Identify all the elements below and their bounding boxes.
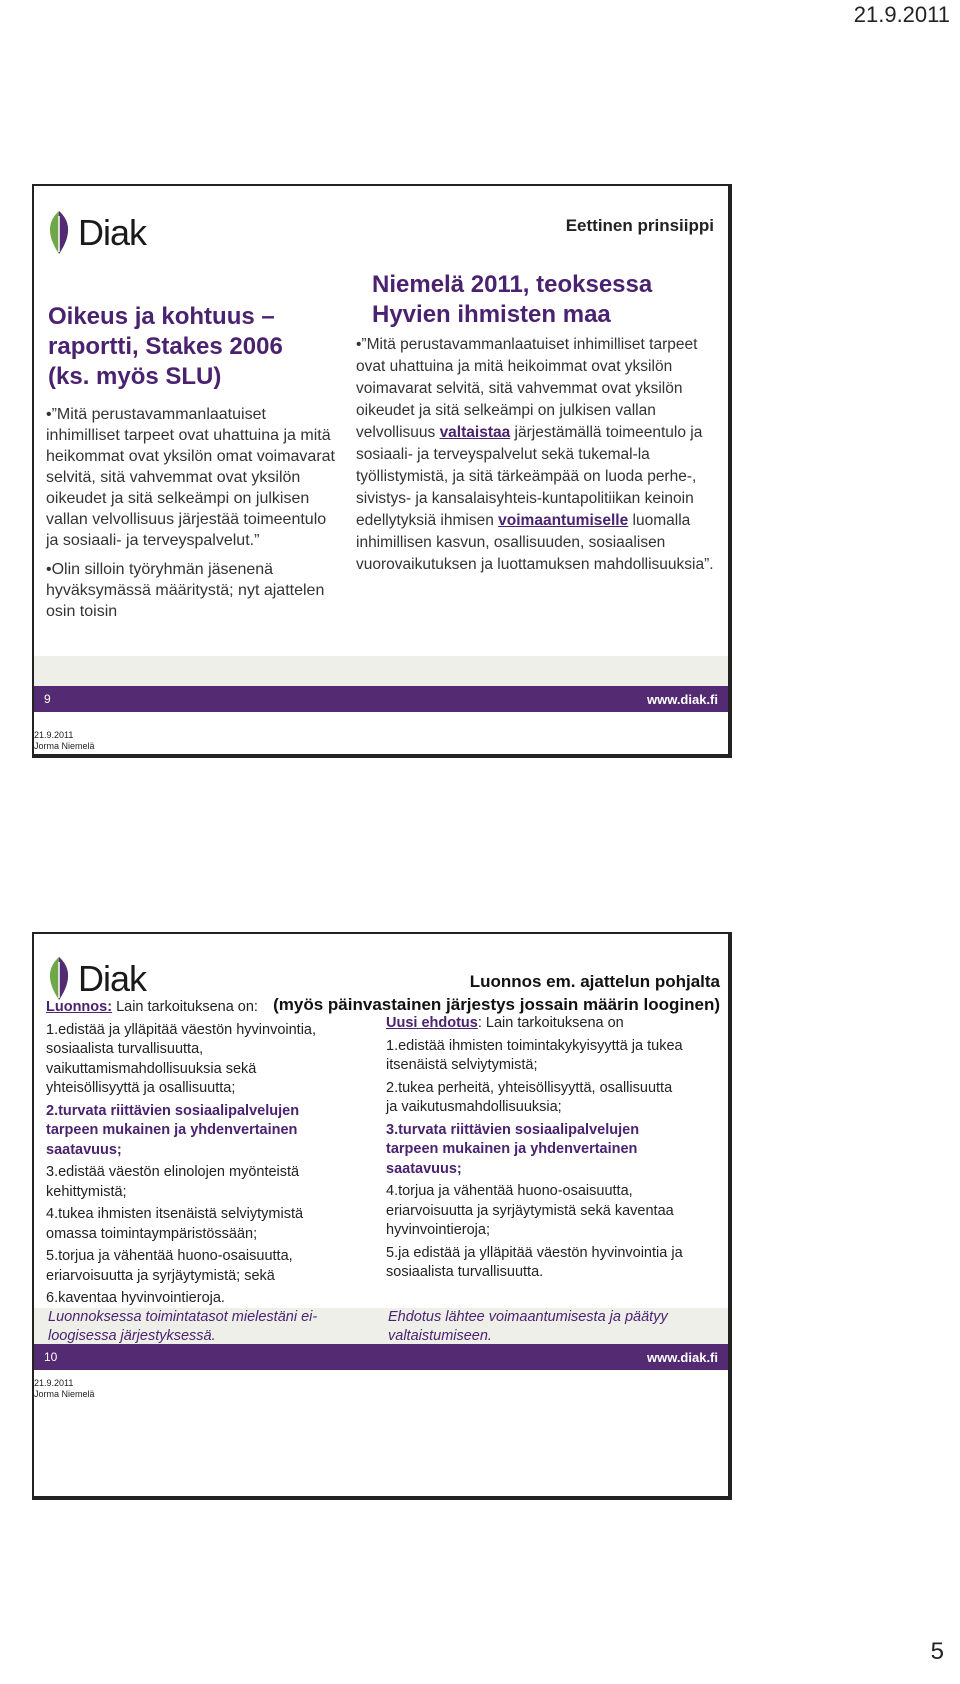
right-item-3: 3.turvata riittävien sosiaalipalvelujen tarpeen mukainen ja yhdenvertainen saatavuus; (386, 1121, 640, 1177)
right-note: Ehdotus lähtee voimaantumisesta ja päätyy valtaistumiseen. (388, 1309, 668, 1344)
right-item-5: 5.ja edistää ja ylläpitää väestön hyvinvointia ja sosiaalista turvallisuutta. (386, 1244, 683, 1280)
slide-9 (32, 184, 732, 758)
meta-author: Jorma Niemelä (34, 741, 95, 751)
left-column (46, 998, 346, 1312)
quote-part-c: järjestämällä toimeentulo ja sosiaali- ja terveyspalvelut sekä tukemal-la työllistymistä, ja sitä tärkeämpää on luoda perhe-, sivistys- ja kansalaisyhteis-kuntapolitiikan keinoin edellytyksiä ihmisen (356, 424, 703, 529)
bullet-quote: •”Mitä perustavammanlaatuiset inhimilliset tarpeet ovat uhattuina ja mitä heikommat ovat yksilön omat voimavarat selvitä, sitä vahvemmat ovat yksilön oikeudet ja sitä selkeämpi on julkisen vallan velvollisuus järjestää toimeentulo ja sosiaali- ja terveyspalvelut.” (46, 406, 335, 549)
left-item-1: 1.edistää ja ylläpitää väestön hyvinvointia, sosiaalista turvallisuutta, vaikuttamismahdollisuuksia sekä yhteisöllisyyttä ja osallisuutta; (46, 1021, 317, 1096)
bullet-comment: •Olin silloin työryhmän jäsenenä hyväksymässä määritystä; nyt ajattelen osin toisin (46, 561, 325, 620)
header-line2: (myös päinvastainen järjestys jossain määrin looginen) (273, 995, 720, 1014)
left-heading-label: Luonnos: (46, 999, 113, 1015)
left-item-3: 3.edistää väestön elinolojen myönteistä kehittymistä; (46, 1164, 300, 1200)
header-line1: Luonnos em. ajattelun pohjalta (469, 972, 720, 991)
logo-text: Diak (78, 958, 147, 999)
right-item-1: 1.edistää ihmisten toimintakykyisyyttä ja tukea itsenäistä selviytymistä; (386, 1037, 683, 1073)
quote-keyword-valtaistaa: valtaistaa (439, 424, 511, 441)
left-item-4: 4.tukea ihmisten itsenäistä selviytymistä omassa toimintaympäristössään; (46, 1206, 304, 1242)
slide-number: 9 (44, 692, 51, 706)
slide-10 (32, 932, 732, 1500)
slide-meta (34, 730, 95, 752)
slide-header: Eettinen prinsiippi (565, 216, 714, 235)
left-item-5: 5.torjua ja vähentää huono-osaisuutta, eriarvoisuutta ja syrjäytymistä; sekä (46, 1248, 293, 1284)
right-heading-label: Uusi ehdotus (386, 1015, 478, 1031)
page-number: 5 (930, 1638, 944, 1665)
left-note: Luonnoksessa toimintatasot mielestäni ei-loogisessa järjestyksessä. (48, 1309, 318, 1344)
page-date: 21.9.2011 (853, 2, 950, 27)
left-body (46, 404, 336, 630)
quote-part-a: •”Mitä perustavammanlaatuiset inhimilliset tarpeet ovat uhattuina ja mitä heikoimmat ovat yksilön voimavarat selvitä, sitä vahvemmat ovat yksilön oikeudet ja sitä selkeämpi on julkisen vallan velvollisuus (356, 336, 698, 441)
left-item-6: 6.kaventaa hyvinvointieroja. (46, 1290, 225, 1306)
left-item-2: 2.turvata riittävien sosiaalipalvelujen tarpeen mukainen ja yhdenvertainen saatavuus; (46, 1102, 300, 1158)
diak-logo (42, 954, 146, 1004)
website-link[interactable]: www.diak.fi (646, 692, 718, 707)
diak-leaf-icon (42, 208, 76, 258)
right-item-4: 4.torjua ja vähentää huono-osaisuutta, eriarvoisuutta ja syrjäytymistä sekä kaventaa hyvinvointieroja; (386, 1183, 674, 1238)
left-title: Oikeus ja kohtuus – raportti, Stakes 2006 (ks. myös SLU) (48, 303, 283, 390)
right-column (386, 1014, 686, 1286)
right-heading (386, 1014, 686, 1034)
right-item-2: 2.tukea perheitä, yhteisöllisyyttä, osallisuutta ja vaikutusmahdollisuuksia; (386, 1079, 673, 1115)
right-heading-rest: : Lain tarkoituksena on (477, 1015, 624, 1031)
slide-meta (34, 1378, 95, 1400)
diak-leaf-icon (42, 954, 76, 1004)
right-body (356, 334, 716, 576)
bottom-bar (34, 686, 728, 712)
quote-part-e: luomalla inhimillisen kasvun, osallisuuden, sosiaalisen vuorovaikutuksen ja luottamuksen mahdollisuuksia”. (356, 512, 714, 573)
meta-date: 21.9.2011 (34, 730, 74, 740)
slide-number: 10 (44, 1350, 58, 1364)
left-heading-rest: Lain tarkoituksena on: (112, 999, 258, 1015)
footer-strip (34, 656, 728, 686)
bottom-bar (34, 1344, 728, 1370)
meta-author: Jorma Niemelä (34, 1389, 95, 1399)
diak-logo (42, 208, 146, 258)
website-link[interactable]: www.diak.fi (646, 1350, 718, 1365)
left-heading (46, 998, 346, 1018)
logo-text: Diak (78, 212, 147, 253)
quote-keyword-voimaantumiselle: voimaantumiselle (498, 512, 629, 529)
meta-date: 21.9.2011 (34, 1378, 74, 1388)
right-title: Niemelä 2011, teoksessa Hyvien ihmisten maa (372, 271, 653, 328)
